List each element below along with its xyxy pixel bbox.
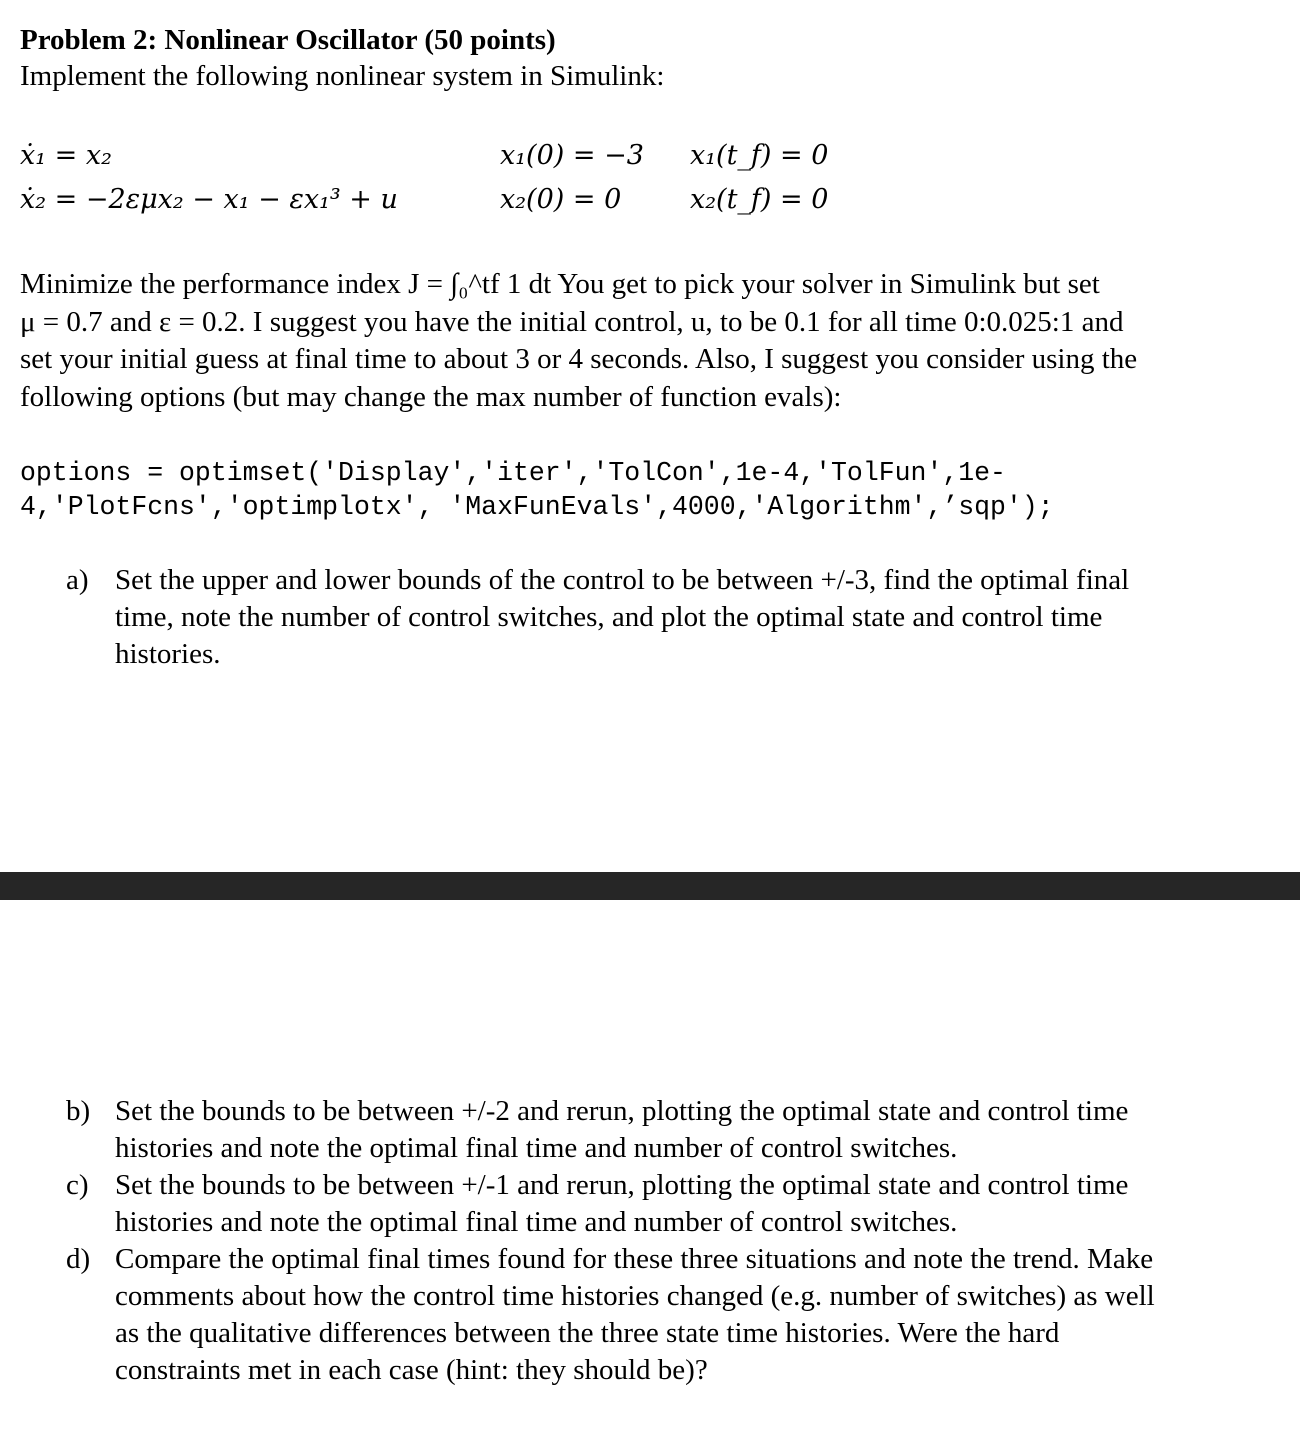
question-b	[66, 1093, 1291, 1167]
code-line: 4,'PlotFcns','optimplotx', 'MaxFunEvals',4000,'Algorithm',’sqp');	[20, 492, 1054, 522]
question-line: histories.	[115, 638, 221, 670]
question-c	[66, 1167, 1291, 1241]
paragraph-line: μ = 0.7 and ε = 0.2. I suggest you have the initial control, u, to be 0.1 for all time 0:0.025:1 and	[20, 305, 1124, 338]
initial-condition-x1: x₁(0) = −3	[500, 140, 644, 171]
paragraph-line: following options (but may change the max number of function evals):	[20, 380, 842, 413]
question-line: as the qualitative differences between the three state time histories. Were the hard	[115, 1317, 1060, 1349]
question-marker: c)	[66, 1169, 89, 1201]
question-marker: d)	[66, 1243, 91, 1275]
question-d	[66, 1241, 1291, 1389]
question-a	[66, 562, 1291, 673]
page-divider-bar	[0, 872, 1300, 900]
code-line: options = optimset('Display','iter','TolCon',1e-4,'TolFun',1e-	[20, 458, 1006, 488]
question-line: Compare the optimal final times found for these three situations and note the trend. Make	[115, 1243, 1154, 1275]
question-line: histories and note the optimal final time and number of control switches.	[115, 1132, 958, 1164]
question-line: histories and note the optimal final time and number of control switches.	[115, 1206, 958, 1238]
question-line: comments about how the control time histories changed (e.g. number of switches) as well	[115, 1280, 1155, 1312]
question-marker: a)	[66, 564, 89, 596]
problem-intro: Implement the following nonlinear system in Simulink:	[20, 60, 665, 92]
paragraph-line: set your initial guess at final time to about 3 or 4 seconds. Also, I suggest you consider using the	[20, 343, 1138, 375]
equation-x2-dot: ẋ₂ = −2εμx₂ − x₁ − εx₁³ + u	[20, 184, 398, 215]
question-list-bcd	[66, 1093, 1291, 1389]
problem-title: Problem 2: Nonlinear Oscillator (50 points)	[20, 24, 556, 56]
equation-x1-dot: ẋ₁ = x₂	[20, 140, 112, 171]
paragraph-line: Minimize the performance index J = ∫₀^tf 1 dt You get to pick your solver in Simulink but set	[20, 268, 1100, 300]
question-line: Set the upper and lower bounds of the control to be between +/-3, find the optimal final	[115, 564, 1130, 596]
question-list-a	[66, 562, 1291, 673]
question-line: Set the bounds to be between +/-1 and rerun, plotting the optimal state and control time	[115, 1169, 1129, 1201]
final-condition-x1: x₁(t_f) = 0	[690, 140, 829, 171]
question-line: time, note the number of control switches, and plot the optimal state and control time	[115, 601, 1103, 633]
instructions-paragraph	[20, 266, 1285, 416]
final-condition-x2: x₂(t_f) = 0	[690, 184, 829, 215]
question-line: Set the bounds to be between +/-2 and rerun, plotting the optimal state and control time	[115, 1095, 1129, 1127]
initial-condition-x2: x₂(0) = 0	[500, 184, 622, 215]
optimset-code-block	[20, 456, 1054, 524]
question-marker: b)	[66, 1095, 91, 1127]
question-line: constraints met in each case (hint: they should be)?	[115, 1354, 708, 1386]
